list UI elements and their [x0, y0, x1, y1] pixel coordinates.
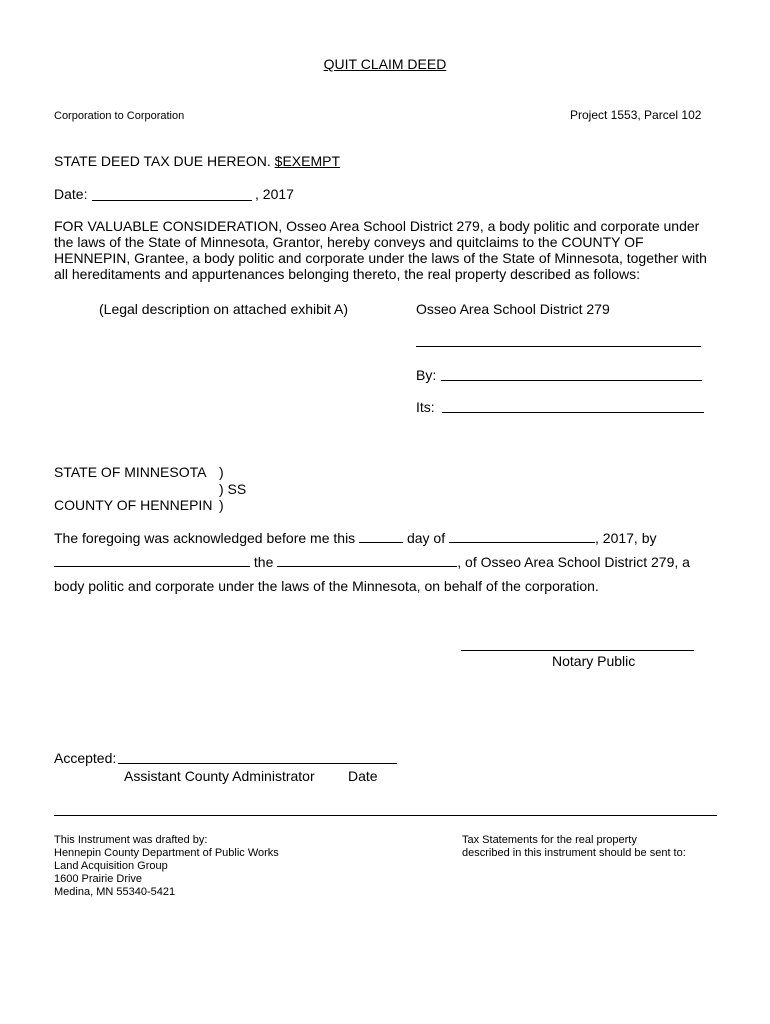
tax-due-label: STATE DEED TAX DUE HEREON.	[54, 153, 271, 169]
tax-due-value: $EXEMPT	[274, 153, 341, 169]
date-year: , 2017	[255, 186, 294, 202]
ack-month-blank[interactable]	[449, 530, 595, 543]
tax-statements-block	[462, 834, 722, 860]
venue-state: STATE OF MINNESOTA	[54, 464, 207, 480]
drafted-by-line: Medina, MN 55340-5421	[54, 886, 176, 898]
grantor-name: Osseo Area School District 279	[416, 301, 610, 317]
its-title-line[interactable]	[442, 412, 704, 413]
drafted-by-line: Land Acquisition Group	[54, 860, 168, 872]
ack-text-1: The foregoing was acknowledged before me this	[54, 530, 356, 546]
its-label: Its:	[416, 399, 435, 415]
tax-statements-line-2: described in this instrument should be sent to:	[462, 847, 686, 859]
acknowledgment-line-2	[54, 554, 690, 570]
project-parcel: Project 1553, Parcel 102	[570, 108, 702, 122]
venue-paren-2: )	[219, 497, 224, 513]
ack-name-blank[interactable]	[54, 554, 250, 567]
ack-day-blank[interactable]	[359, 530, 403, 543]
drafted-by-block	[54, 834, 374, 899]
date-label: Date:	[54, 186, 88, 202]
consideration-paragraph: FOR VALUABLE CONSIDERATION, Osseo Area School District 279, a body politic and corporate under the laws of the State of Minnesota, Grantor, hereby conveys and quitclaims to the COUNTY OF HENNEPIN, Grantee, a body politic and corporate under the laws of the State of Minnesota, together with all hereditaments and appurtenances belonging thereto, the real property described as follows:	[54, 218, 707, 282]
grantor-signature-line[interactable]	[416, 346, 701, 347]
conveyance-type: Corporation to Corporation	[54, 110, 185, 122]
accepted-signature-line[interactable]	[118, 763, 397, 764]
notary-signature-line[interactable]	[461, 650, 694, 651]
ack-text-2: day of	[406, 530, 446, 546]
drafted-by-line: 1600 Prairie Drive	[54, 873, 143, 885]
ack-title-blank[interactable]	[277, 554, 457, 567]
acknowledgment-line-1	[54, 530, 657, 546]
ack-text-4: the	[253, 554, 274, 570]
accepted-title: Assistant County Administrator	[124, 768, 315, 784]
by-label: By:	[416, 367, 437, 383]
accepted-label: Accepted:	[54, 750, 117, 766]
venue-paren-1: )	[219, 464, 224, 480]
footer-divider	[54, 815, 717, 816]
drafted-by-heading: This Instrument was drafted by:	[54, 834, 208, 846]
acknowledgment-line-3: body politic and corporate under the laws of the Minnesota, on behalf of the corporation.	[54, 578, 599, 594]
date-blank-line[interactable]	[92, 200, 252, 201]
notary-label: Notary Public	[552, 653, 636, 669]
tax-statements-line-1: Tax Statements for the real property	[462, 834, 637, 846]
legal-description: (Legal description on attached exhibit A)	[99, 301, 349, 317]
accepted-date-label: Date	[348, 768, 378, 784]
document-title: QUIT CLAIM DEED	[323, 56, 447, 72]
tax-due-line	[54, 153, 340, 169]
ack-text-5: , of Osseo Area School District 279, a	[457, 554, 690, 570]
ack-text-3: , 2017, by	[595, 530, 657, 546]
by-signature-line[interactable]	[441, 380, 702, 381]
venue-county: COUNTY OF HENNEPIN	[54, 497, 213, 513]
venue-ss: ) SS	[219, 481, 247, 497]
drafted-by-line: Hennepin County Department of Public Works	[54, 847, 279, 859]
